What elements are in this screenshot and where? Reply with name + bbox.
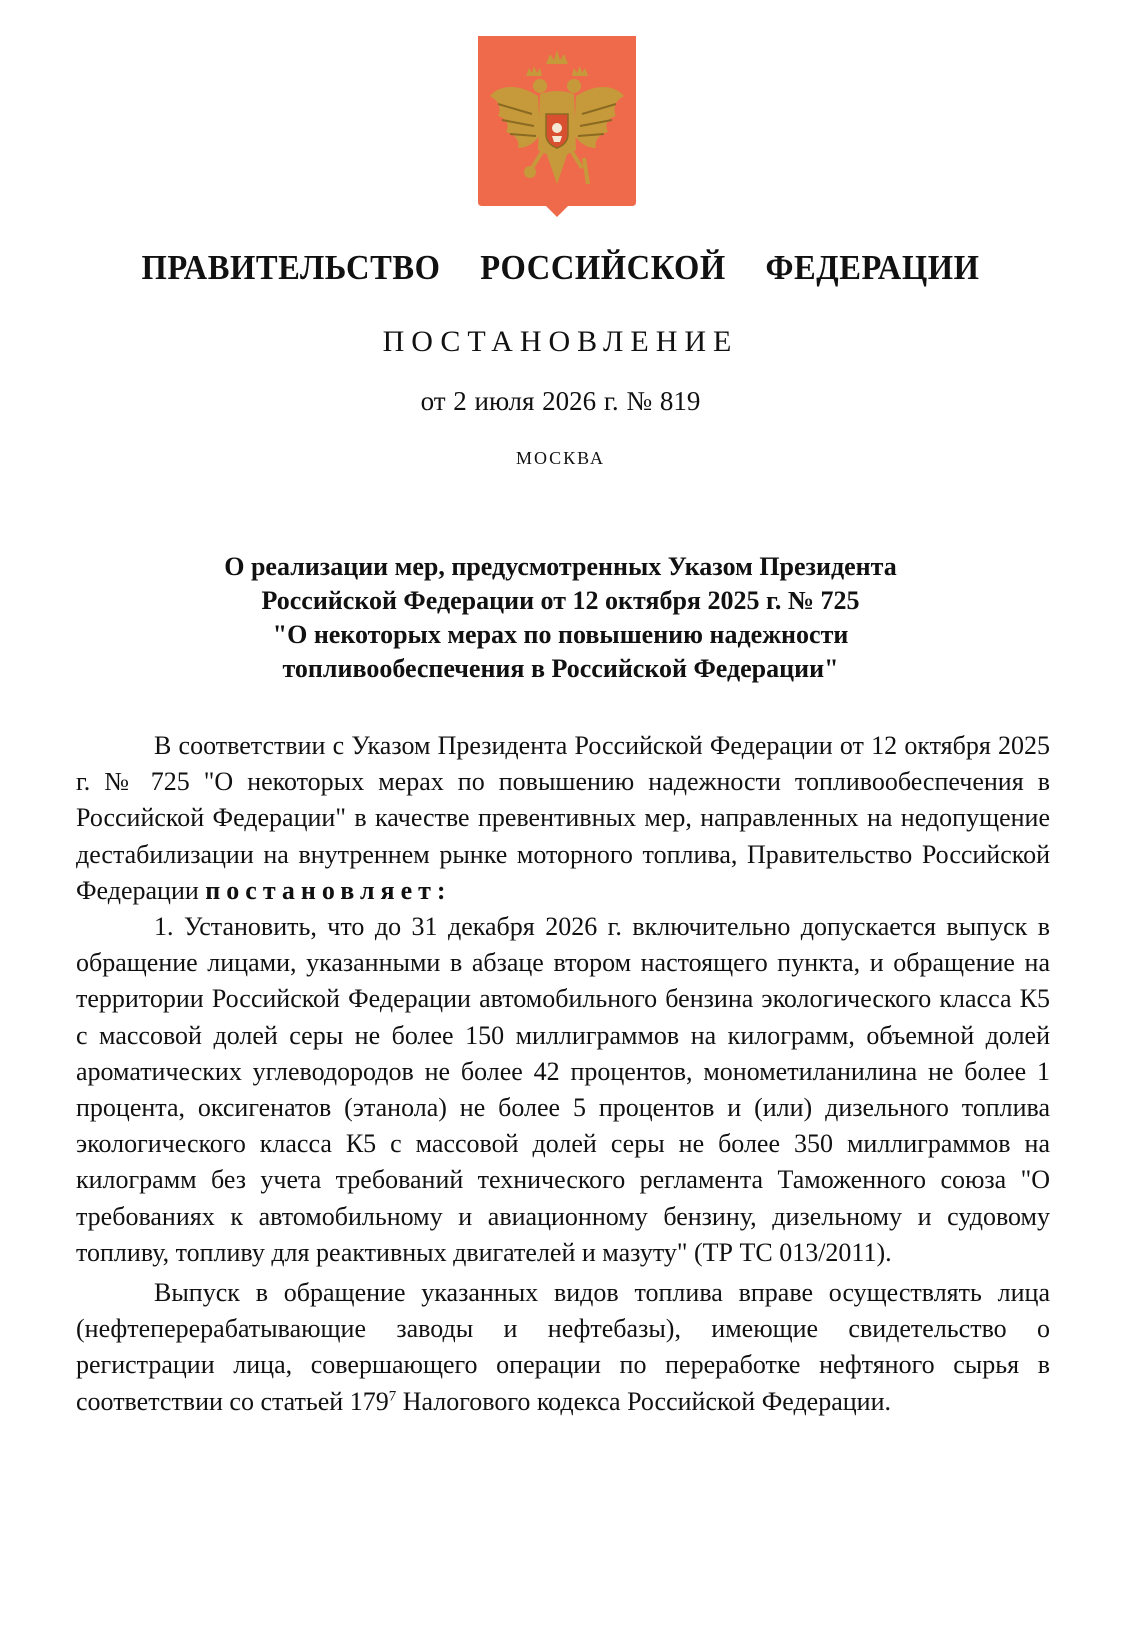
title-line: О реализации мер, предусмотренных Указом Президента (224, 552, 897, 581)
document-type: ПОСТАНОВЛЕНИЕ (382, 325, 739, 358)
document-body (76, 728, 1050, 1420)
title-line: топливообеспечения в Российской Федерации" (282, 654, 839, 683)
document-date-number: от 2 июля 2026 г. № 819 (420, 386, 701, 416)
clause-1-paragraph: 1. Установить, что до 31 декабря 2026 г. включительно допускается выпуск в обращение лицами, указанными в абзаце втором настоящего пункта, и обращение на территории Российской Федерации автомобильного бензина экологического класса К5 с массовой долей серы не более 150 миллиграммов на килограмм, объемной долей ароматических углеводородов не более 42 процентов, монометиланилина не более 1 процента, оксигенатов (этанола) не более 5 процентов и (или) дизельного топлива экологического класса К5 с массовой долей серы не более 350 миллиграммов на килограмм без учета требований технического регламента Таможенного союза "О требованиях к автомобильному и авиационному бензину, дизельному и судовому топливу, топливу для реактивных двигателей и мазуту" (ТР ТС 013/2011). (76, 912, 1050, 1267)
clause-1-second-text: Выпуск в обращение указанных видов топлива вправе осуществлять лица (нефтеперерабатывающие заводы и нефтебазы), имеющие свидетельство о регистрации лица, совершающего операции по переработке нефтяного сырья в соответствии со статьей 179 (76, 1278, 1050, 1416)
clause-1-second-end: Налогового кодекса Российской Федерации. (402, 1386, 892, 1416)
government-name: ПРАВИТЕЛЬСТВО РОССИЙСКОЙ ФЕДЕРАЦИИ (141, 248, 980, 287)
article-superscript: 7 (388, 1388, 397, 1404)
preamble-paragraph (76, 728, 1050, 909)
preamble-text: В соответствии с Указом Президента Российской Федерации от 12 октября 2025 г. № 725 "О некоторых мерах по повышению надежности топливообеспечения в Российской Федерации" в качестве превентивных мер, направленных на недопущение дестабилизации на внутреннем рынке моторного топлива, Правительство Российской Федерации (76, 731, 1050, 905)
title-line: "О некоторых мерах по повышению надежности (272, 620, 849, 649)
decree-word: постановляет: (205, 875, 452, 905)
city-name: МОСКВА (515, 448, 606, 468)
document-title (120, 550, 1001, 686)
clause-1-second-paragraph (76, 1275, 1050, 1420)
title-line: Российской Федерации от 12 октября 2025 г. № 725 (261, 586, 860, 615)
russian-coat-of-arms-icon (476, 34, 638, 218)
